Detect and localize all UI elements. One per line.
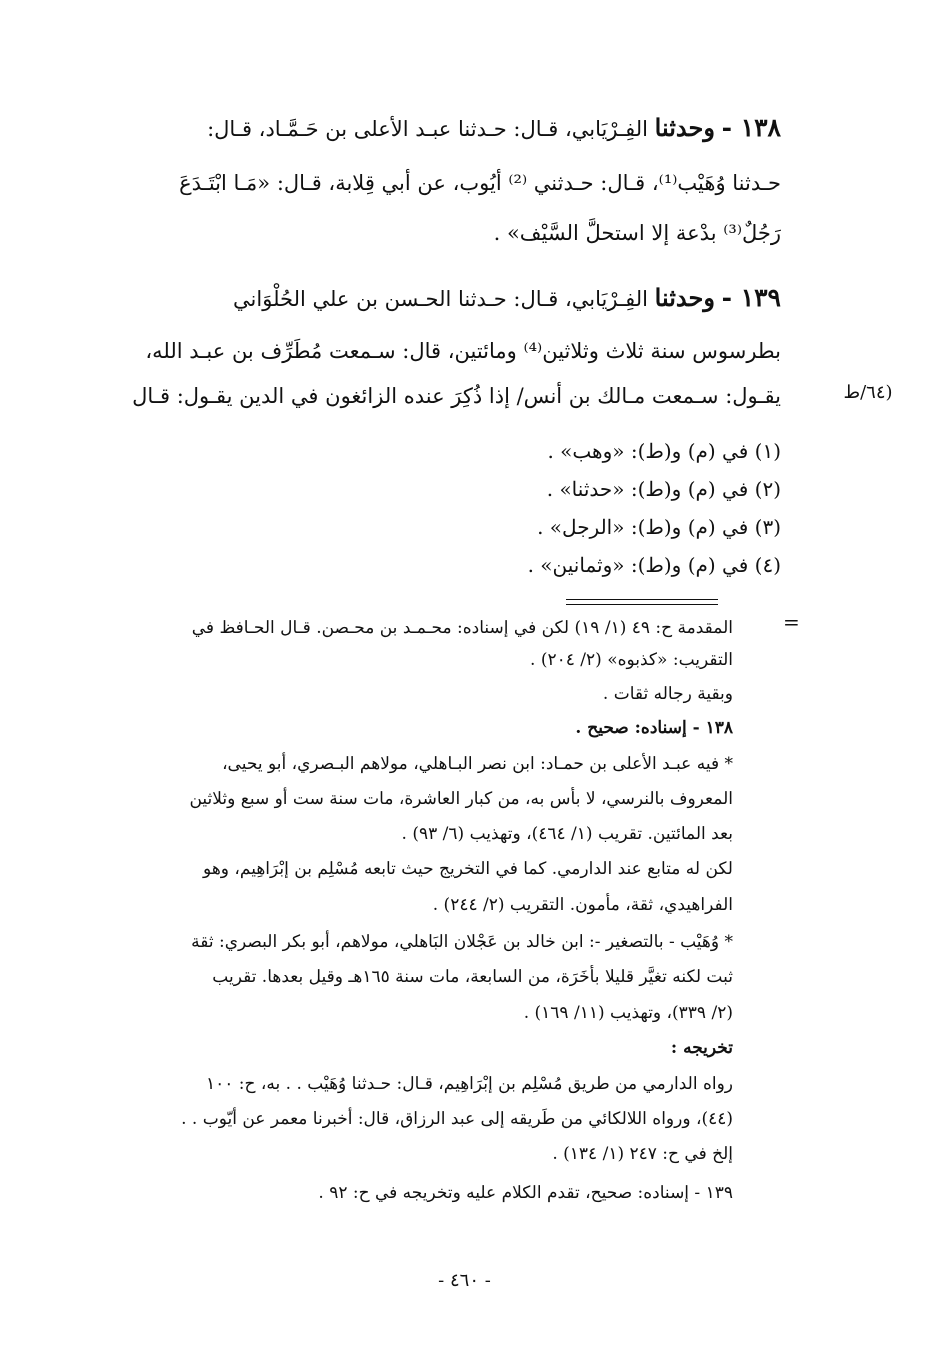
commentary-line: إلخ في ح: ٢٤٧ (١/ ١٣٤) . [552, 1144, 733, 1164]
commentary-line: ١٣٩ - إسناده: صحيح، تقدم الكلام عليه وتخريجه في ح: ٩٢ . [318, 1183, 733, 1203]
hadith-number: ١٣٨ - [721, 113, 781, 142]
hadith-text: الفِـرْيَابي، قـال: حـدثنا عبـد الأعلى بن حَـمَّـاد، قـال: [207, 117, 648, 141]
manuscript-margin-note: (٦٤/ط [843, 382, 893, 403]
commentary-line: وبقية رجاله ثقات . [602, 684, 733, 704]
hadith-number: ١٣٩ - [721, 283, 781, 312]
hadith-139-line-2: بطرسوس سنة ثلاث وثلاثين⁽⁴⁾ ومائتين، قال: سـمعت مُطَرِّف بن عبـد الله، [145, 339, 781, 363]
commentary-line: التقريب: «كذبوه» (٢/ ٢٠٤) . [530, 650, 733, 670]
commentary-line: الفراهيدي، ثقة، مأمون. التقريب (٢/ ٢٤٤) . [432, 895, 733, 915]
hadith-opening-word: وحدثنا [654, 113, 715, 142]
hadith-opening-word: وحدثنا [654, 283, 715, 312]
separator-rule [566, 604, 718, 605]
commentary-line: ١٣٨ - إسناده: صحيح . [575, 718, 733, 738]
hadith-139-line-1 [101, 283, 781, 314]
hadith-138-line-3: رَجُلٌ⁽³⁾ بدْعة إلا استحلَّ السَّيْف» . [493, 221, 781, 245]
commentary-line: المعروف بالنرسي، لا بأس به، من كبار العاشرة، مات سنة ست أو سبع وثلاثين [189, 789, 733, 809]
commentary-line: ثبت لكنه تغيَّر قليلا بأخَرَة، من السابعة، مات سنة ١٦٥هـ وقيل بعدها. تقريب [212, 967, 733, 987]
hadith-138-line-1 [101, 113, 781, 144]
footnote-3: (٣) في (م) و(ط): «الرجل» . [537, 515, 781, 539]
commentary-line: * وُهَيْب - بالتصغير -: ابن خالد بن عَجْلان البَاهلي، مولاهم، أبو بكر البصري: ثقة [191, 932, 733, 952]
commentary-line: (٢/ ٣٣٩)، وتهذيب (١١/ ١٦٩) . [523, 1003, 733, 1023]
hadith-139-line-3: يقـول: سـمعت مـالك بن أنس/ إذا ذُكِرَ عنده الزائغون في الدين يقـول: قـال [132, 384, 781, 408]
commentary-line: رواه الدارمي من طريق مُسْلِم بن إبْرَاهِيم، قـال: حـدثنا وُهَيْب . . به، ح: ١٠٠ [205, 1074, 733, 1094]
separator-rule [566, 599, 718, 600]
commentary-line: بعد المائتين. تقريب (١/ ٤٦٤)، وتهذيب (٦/ ٩٣) . [401, 824, 733, 844]
commentary-heading: تخريجه : [670, 1038, 733, 1058]
footnote-2: (٢) في (م) و(ط): «حدثنا» . [546, 477, 781, 501]
footnote-1: (١) في (م) و(ط): «وهب» . [547, 439, 781, 463]
continuation-mark: = [783, 610, 800, 634]
hadith-138-line-2: حـدثنا وُهَيْب⁽¹⁾، قـال: حـدثني ⁽²⁾ أيُوب، عن أبي قِلابة، قـال: «مَـا ابْتَـدَعَ [179, 171, 781, 195]
hadith-text: الفِـرْيَابي، قـال: حـدثنا الحـسن بن علي الحُلْوَاني [233, 287, 648, 311]
footnote-4: (٤) في (م) و(ط): «وثمانين» . [527, 553, 781, 577]
page-number: - ٤٦٠ - [438, 1270, 491, 1291]
commentary-line: * فيه عبـد الأعلى بن حمـاد: ابن نصر البـاهلي، مولاهم البـصري، أبو يحيى، [222, 754, 733, 774]
commentary-line: (٤٤)، ورواه اللالكائي من طَريقه إلى عبد الرزاق، قال: أخبرنا معمر عن أيّوب . . [181, 1109, 733, 1129]
commentary-line: المقدمة ح: ٤٩ (١/ ١٩) لكن في إسناده: محـمـد بن محـصن. قـال الحـافظ في [191, 618, 733, 638]
commentary-line: لكن له متابع عند الدارمي. كما في التخريج حيث تابعه مُسْلِم بن إبْرَاهِيم، وهو [203, 859, 733, 879]
